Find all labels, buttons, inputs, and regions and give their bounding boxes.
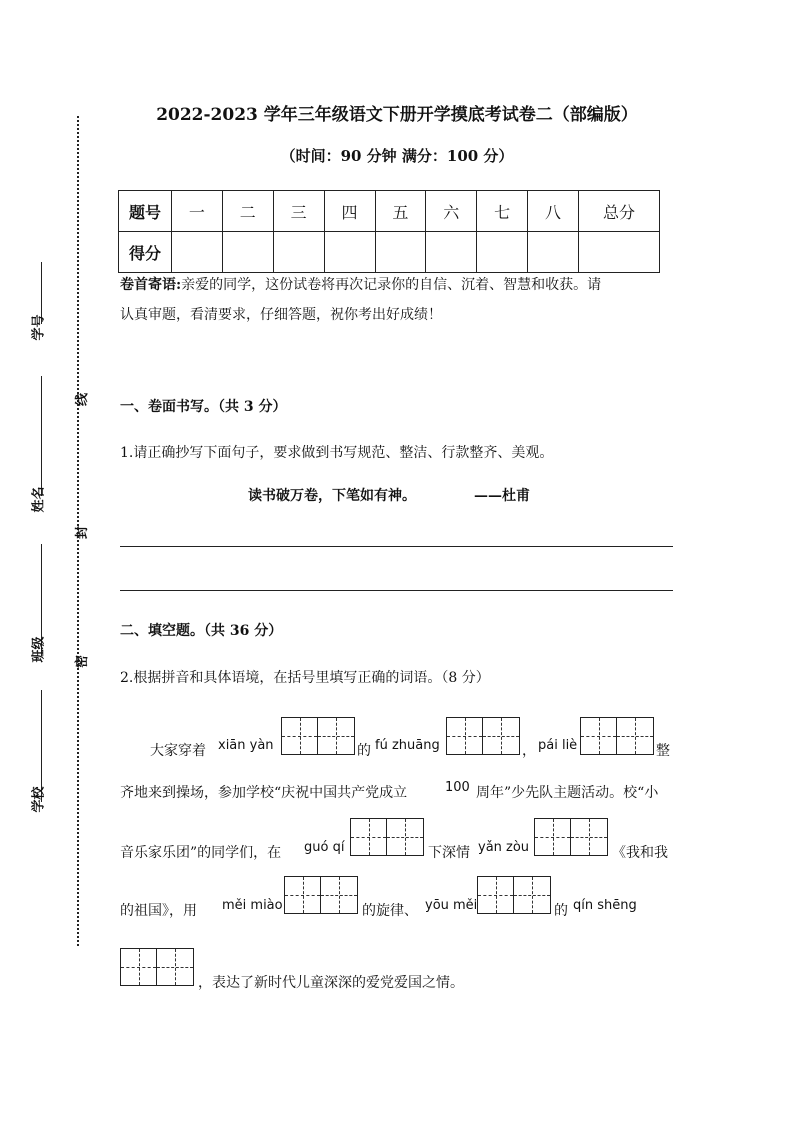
col-header: 六	[426, 191, 477, 232]
pinyin-meimiao: měi miào	[222, 898, 283, 913]
score-table	[118, 190, 660, 273]
col-header: 题号	[119, 191, 172, 232]
col-header: 八	[528, 191, 579, 232]
char-grid-qinsheng[interactable]	[120, 948, 194, 986]
score-table-header-row	[119, 191, 660, 232]
char-grid-yanzou[interactable]	[534, 818, 608, 856]
name-blank[interactable]	[41, 376, 42, 496]
row-label: 得分	[119, 232, 172, 273]
score-cell[interactable]	[579, 232, 660, 273]
pinyin-pailie: pái liè	[538, 738, 578, 753]
fill-text: ，表达了新时代儿童深深的爱党爱国之情。	[198, 975, 464, 991]
score-cell[interactable]	[528, 232, 579, 273]
question-1: 1.请正确抄写下面句子，要求做到书写规范、整洁、行款整齐、美观。	[120, 445, 554, 461]
fill-text: 下深情	[428, 845, 470, 861]
score-cell[interactable]	[324, 232, 375, 273]
fill-text: 音乐家乐团”的同学们，在	[120, 845, 282, 861]
section1-heading: 一、卷面书写。（共 3 分）	[120, 399, 287, 415]
score-cell[interactable]	[222, 232, 273, 273]
bind-char-mi: 密	[75, 654, 91, 669]
fill-text: 周年”少先队主题活动。校“小	[476, 785, 659, 801]
fill-text: 的	[357, 743, 371, 759]
char-grid-pailie[interactable]	[580, 717, 654, 755]
fill-text: 的旋律、	[362, 903, 418, 919]
bind-char-feng: 封	[75, 525, 91, 540]
score-cell[interactable]	[375, 232, 426, 273]
question-2: 2.根据拼音和具体语境，在括号里填写正确的词语。（8 分）	[120, 670, 490, 686]
fill-text-number: 100	[445, 780, 470, 795]
writing-line-1[interactable]	[120, 546, 673, 547]
quote-text: 读书破万卷，下笔如有神。	[248, 488, 416, 504]
intro-line1: 亲爱的同学，这份试卷将再次记录你的自信、沉着、智慧和收获。请	[181, 277, 602, 293]
score-cell[interactable]	[273, 232, 324, 273]
col-header: 五	[375, 191, 426, 232]
pinyin-xianyan: xiān yàn	[218, 738, 274, 753]
student-id-label: 学号	[31, 314, 47, 341]
col-header: 总分	[579, 191, 660, 232]
char-grid-meimiao[interactable]	[284, 876, 358, 914]
char-grid-youmei[interactable]	[477, 876, 551, 914]
exam-time-score: （时间：90 分钟 满分：100 分）	[280, 147, 514, 165]
score-cell[interactable]	[477, 232, 528, 273]
pinyin-fuzhuang: fú zhuāng	[375, 738, 440, 753]
fill-text: 《我和我	[612, 845, 668, 861]
quote-author: ——杜甫	[474, 488, 530, 504]
pinyin-qinsheng: qín shēng	[573, 898, 637, 913]
fill-text: 的祖国》，用	[120, 903, 197, 919]
col-header: 四	[324, 191, 375, 232]
pinyin-yanzou: yǎn zòu	[478, 840, 530, 855]
char-grid-fuzhuang[interactable]	[446, 717, 520, 755]
writing-line-2[interactable]	[120, 590, 673, 591]
char-grid-guoqi[interactable]	[350, 818, 424, 856]
class-label: 班级	[31, 636, 47, 663]
col-header: 三	[273, 191, 324, 232]
score-table-score-row	[119, 232, 660, 273]
pinyin-youmei: yōu měi	[425, 898, 478, 913]
bind-char-xian: 线	[75, 392, 91, 407]
intro-paragraph	[120, 270, 680, 330]
col-header: 一	[172, 191, 223, 232]
name-label: 姓名	[31, 486, 47, 513]
score-cell[interactable]	[426, 232, 477, 273]
intro-label: 卷首寄语:	[120, 277, 182, 293]
col-header: 七	[477, 191, 528, 232]
section2-heading: 二、填空题。（共 36 分）	[120, 623, 283, 639]
page-title: 2022-2023 学年三年级语文下册开学摸底考试卷二（部编版）	[156, 105, 638, 125]
fill-text: 齐地来到操场，参加学校“庆祝中国共产党成立	[120, 785, 408, 801]
fill-text: 大家穿着	[150, 743, 206, 759]
fill-text: ，	[522, 743, 536, 759]
score-cell[interactable]	[172, 232, 223, 273]
school-blank[interactable]	[41, 690, 42, 802]
fill-text: 的	[554, 903, 568, 919]
school-label: 学校	[31, 786, 47, 813]
char-grid-xianyan[interactable]	[281, 717, 355, 755]
col-header: 二	[222, 191, 273, 232]
pinyin-guoqi: guó qí	[304, 840, 345, 855]
fill-text: 整	[656, 743, 670, 759]
intro-line2: 认真审题，看清要求，仔细答题，祝你考出好成绩！	[120, 307, 442, 323]
